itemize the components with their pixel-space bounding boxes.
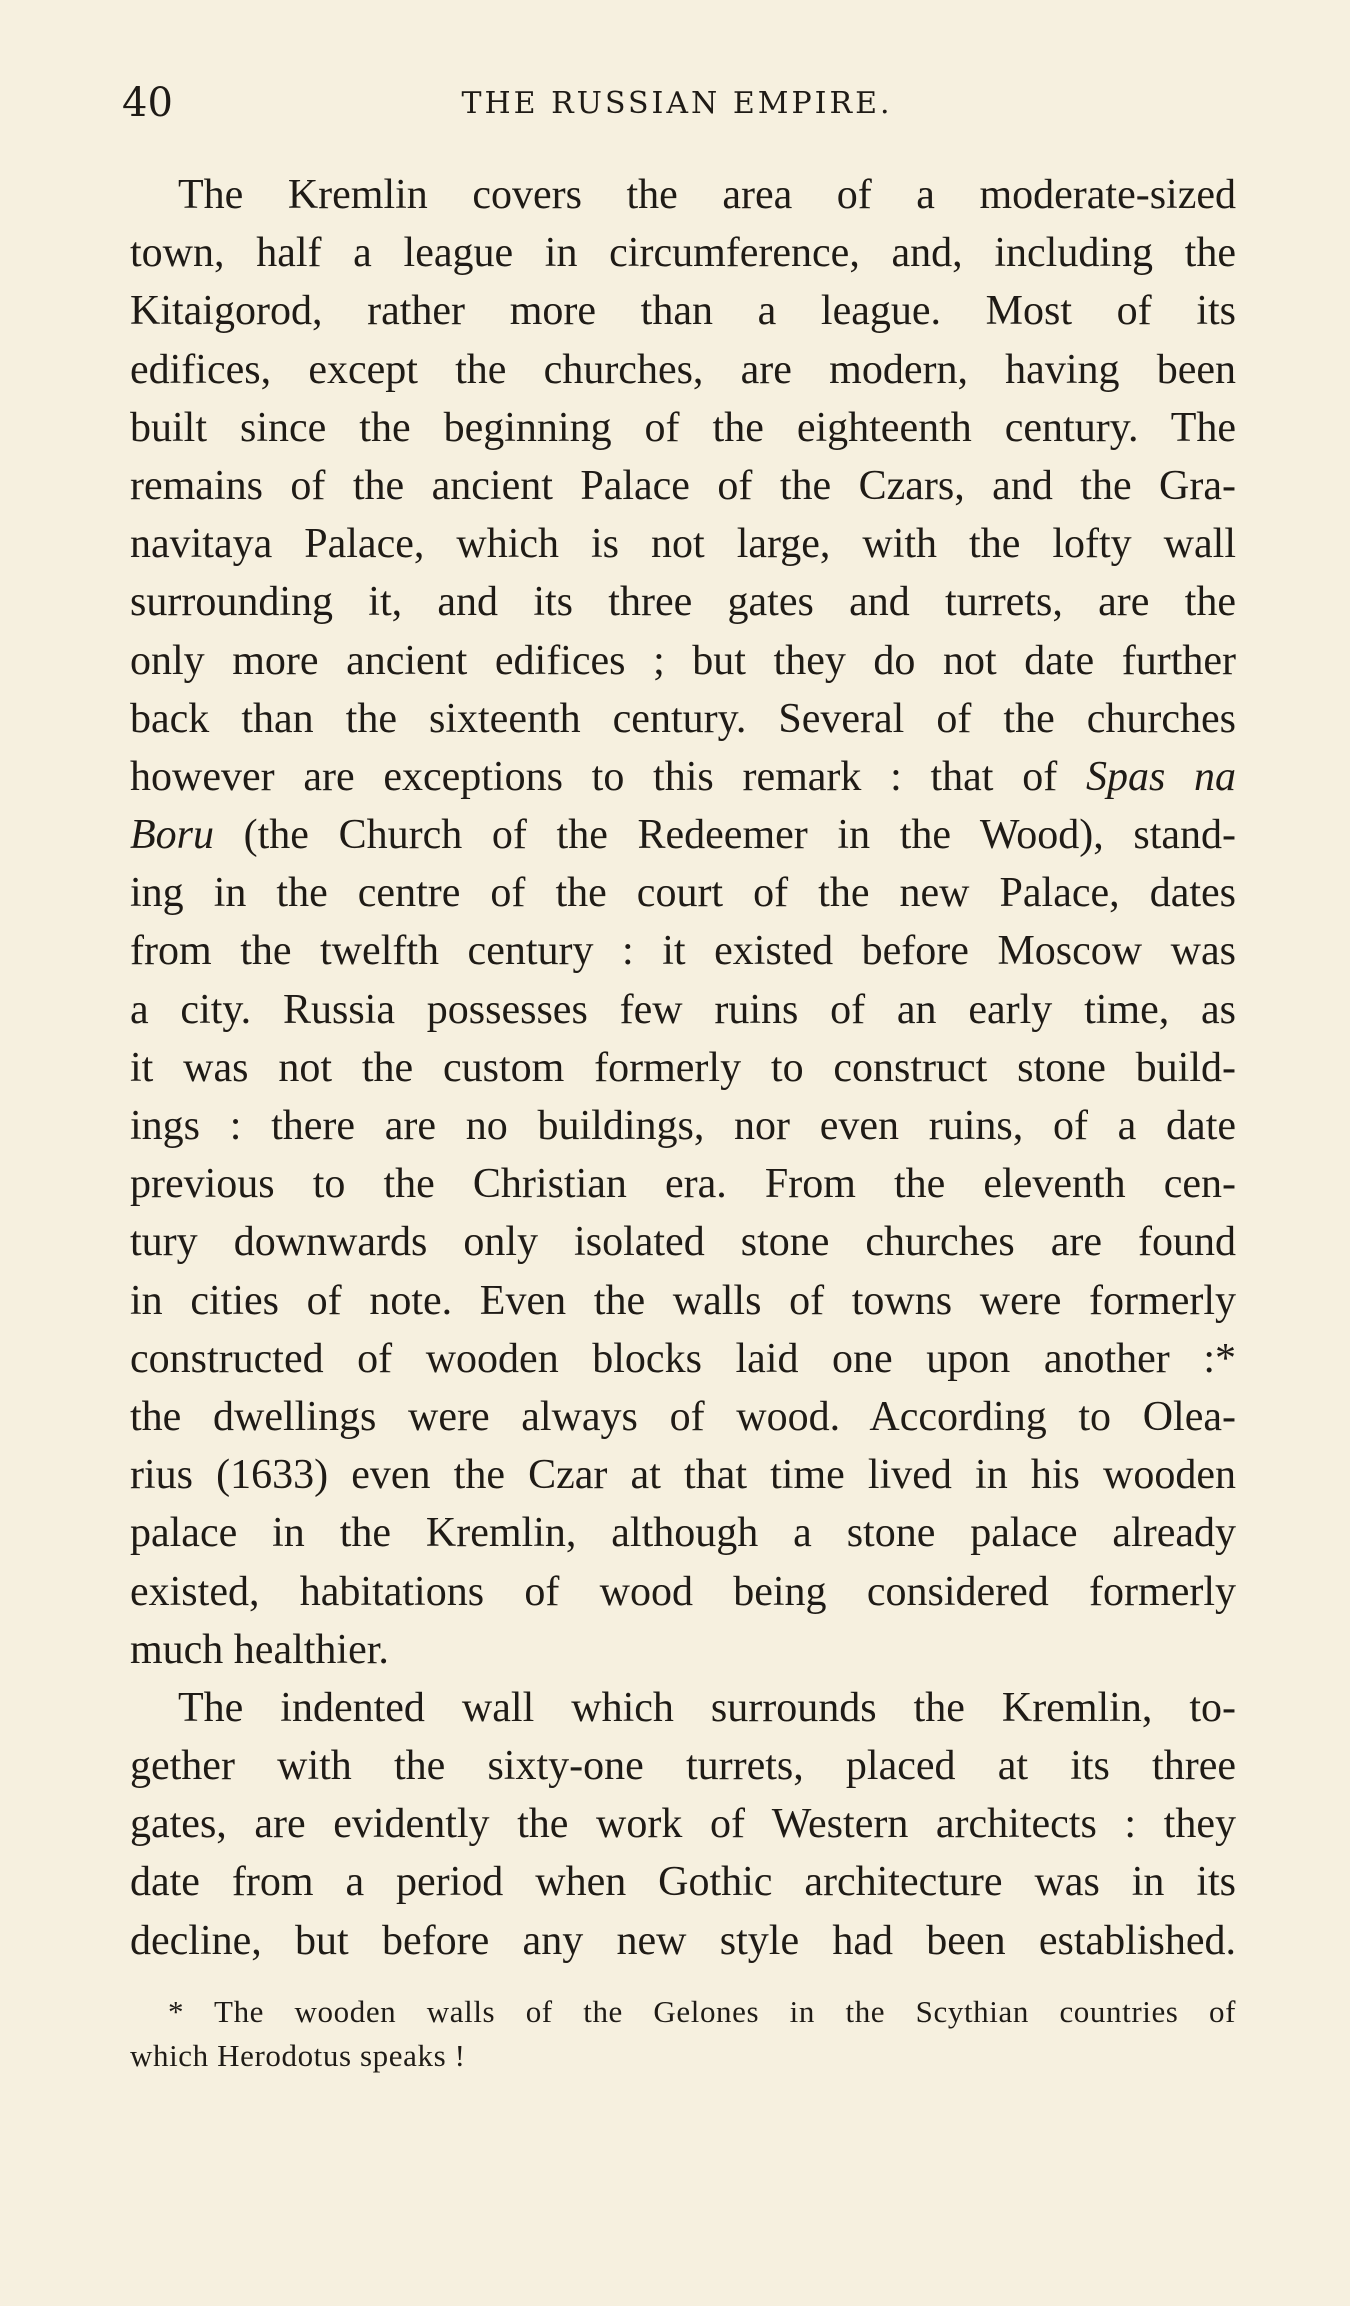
text-line: it was not the custom formerly to construct stone build- <box>130 1044 1236 1091</box>
text-line: only more ancient edifices ; but they do not date further <box>130 637 1236 684</box>
text-line <box>130 806 1236 864</box>
footnote-line: * The wooden walls of the Gelones in the Scythian countries of <box>168 1994 1236 2029</box>
text-line: in cities of note. Even the walls of towns were formerly <box>130 1277 1236 1324</box>
text-line: existed, habitations of wood being considered formerly <box>130 1568 1236 1615</box>
text-line: Kitaigorod, rather more than a league. Most of its <box>130 288 1236 335</box>
text-line <box>130 748 1236 806</box>
text-line: ings : there are no buildings, nor even ruins, of a date <box>130 1103 1236 1149</box>
text-line: surrounding it, and its three gates and turrets, are the <box>130 579 1236 626</box>
text-run: however are exceptions to this remark : that of <box>130 753 1058 800</box>
italic-term: Boru <box>130 812 214 859</box>
text-line: gates, are evidently the work of Western architects : they <box>130 1801 1236 1848</box>
text-line: The indented wall which surrounds the Kremlin, to- <box>178 1684 1236 1731</box>
text-line: town, half a league in circumference, and, including the <box>130 230 1236 277</box>
page-header <box>122 78 1232 128</box>
text-line: decline, but before any new style had been established. <box>130 1917 1236 1964</box>
text-line: The Kremlin covers the area of a moderate-sized <box>178 172 1236 218</box>
footnote <box>130 1990 1236 2078</box>
page-number: 40 <box>122 80 173 126</box>
text-line: previous to the Christian era. From the eleventh cen- <box>130 1161 1236 1208</box>
text-line: ing in the centre of the court of the new Palace, dates <box>130 870 1236 917</box>
text-line: tury downwards only isolated stone churches are found <box>130 1219 1236 1266</box>
text-line: from the twelfth century : it existed before Moscow was <box>130 928 1236 975</box>
text-line: gether with the sixty-one turrets, placed at its three <box>130 1743 1236 1790</box>
text-line: much healthier. <box>130 1626 389 1673</box>
text-line: constructed of wooden blocks laid one upon another :* <box>130 1335 1236 1382</box>
text-line: palace in the Kremlin, although a stone palace already <box>130 1510 1236 1557</box>
text-line: back than the sixteenth century. Several of the churches <box>130 695 1236 742</box>
text-line: rius (1633) even the Czar at that time lived in his wooden <box>130 1452 1236 1499</box>
text-line: built since the beginning of the eighteenth century. The <box>130 404 1236 451</box>
text-line: edifices, except the churches, are modern, having been <box>130 346 1236 393</box>
text-line: a city. Russia possesses few ruins of an early time, as <box>130 986 1236 1033</box>
footnote-line: which Herodotus speaks ! <box>130 2038 466 2073</box>
body-text <box>130 166 1236 1970</box>
text-line: navitaya Palace, which is not large, with the lofty wall <box>130 521 1236 568</box>
text-line: date from a period when Gothic architecture was in its <box>130 1859 1236 1906</box>
text-run: (the Church of the Redeemer in the Wood), stand- <box>243 812 1236 859</box>
text-line: remains of the ancient Palace of the Czars, and the Gra- <box>130 462 1236 509</box>
running-title: THE RUSSIAN EMPIRE. <box>461 86 893 121</box>
text-line: the dwellings were always of wood. According to Olea- <box>130 1393 1236 1440</box>
italic-term: Spas na <box>1085 753 1237 800</box>
